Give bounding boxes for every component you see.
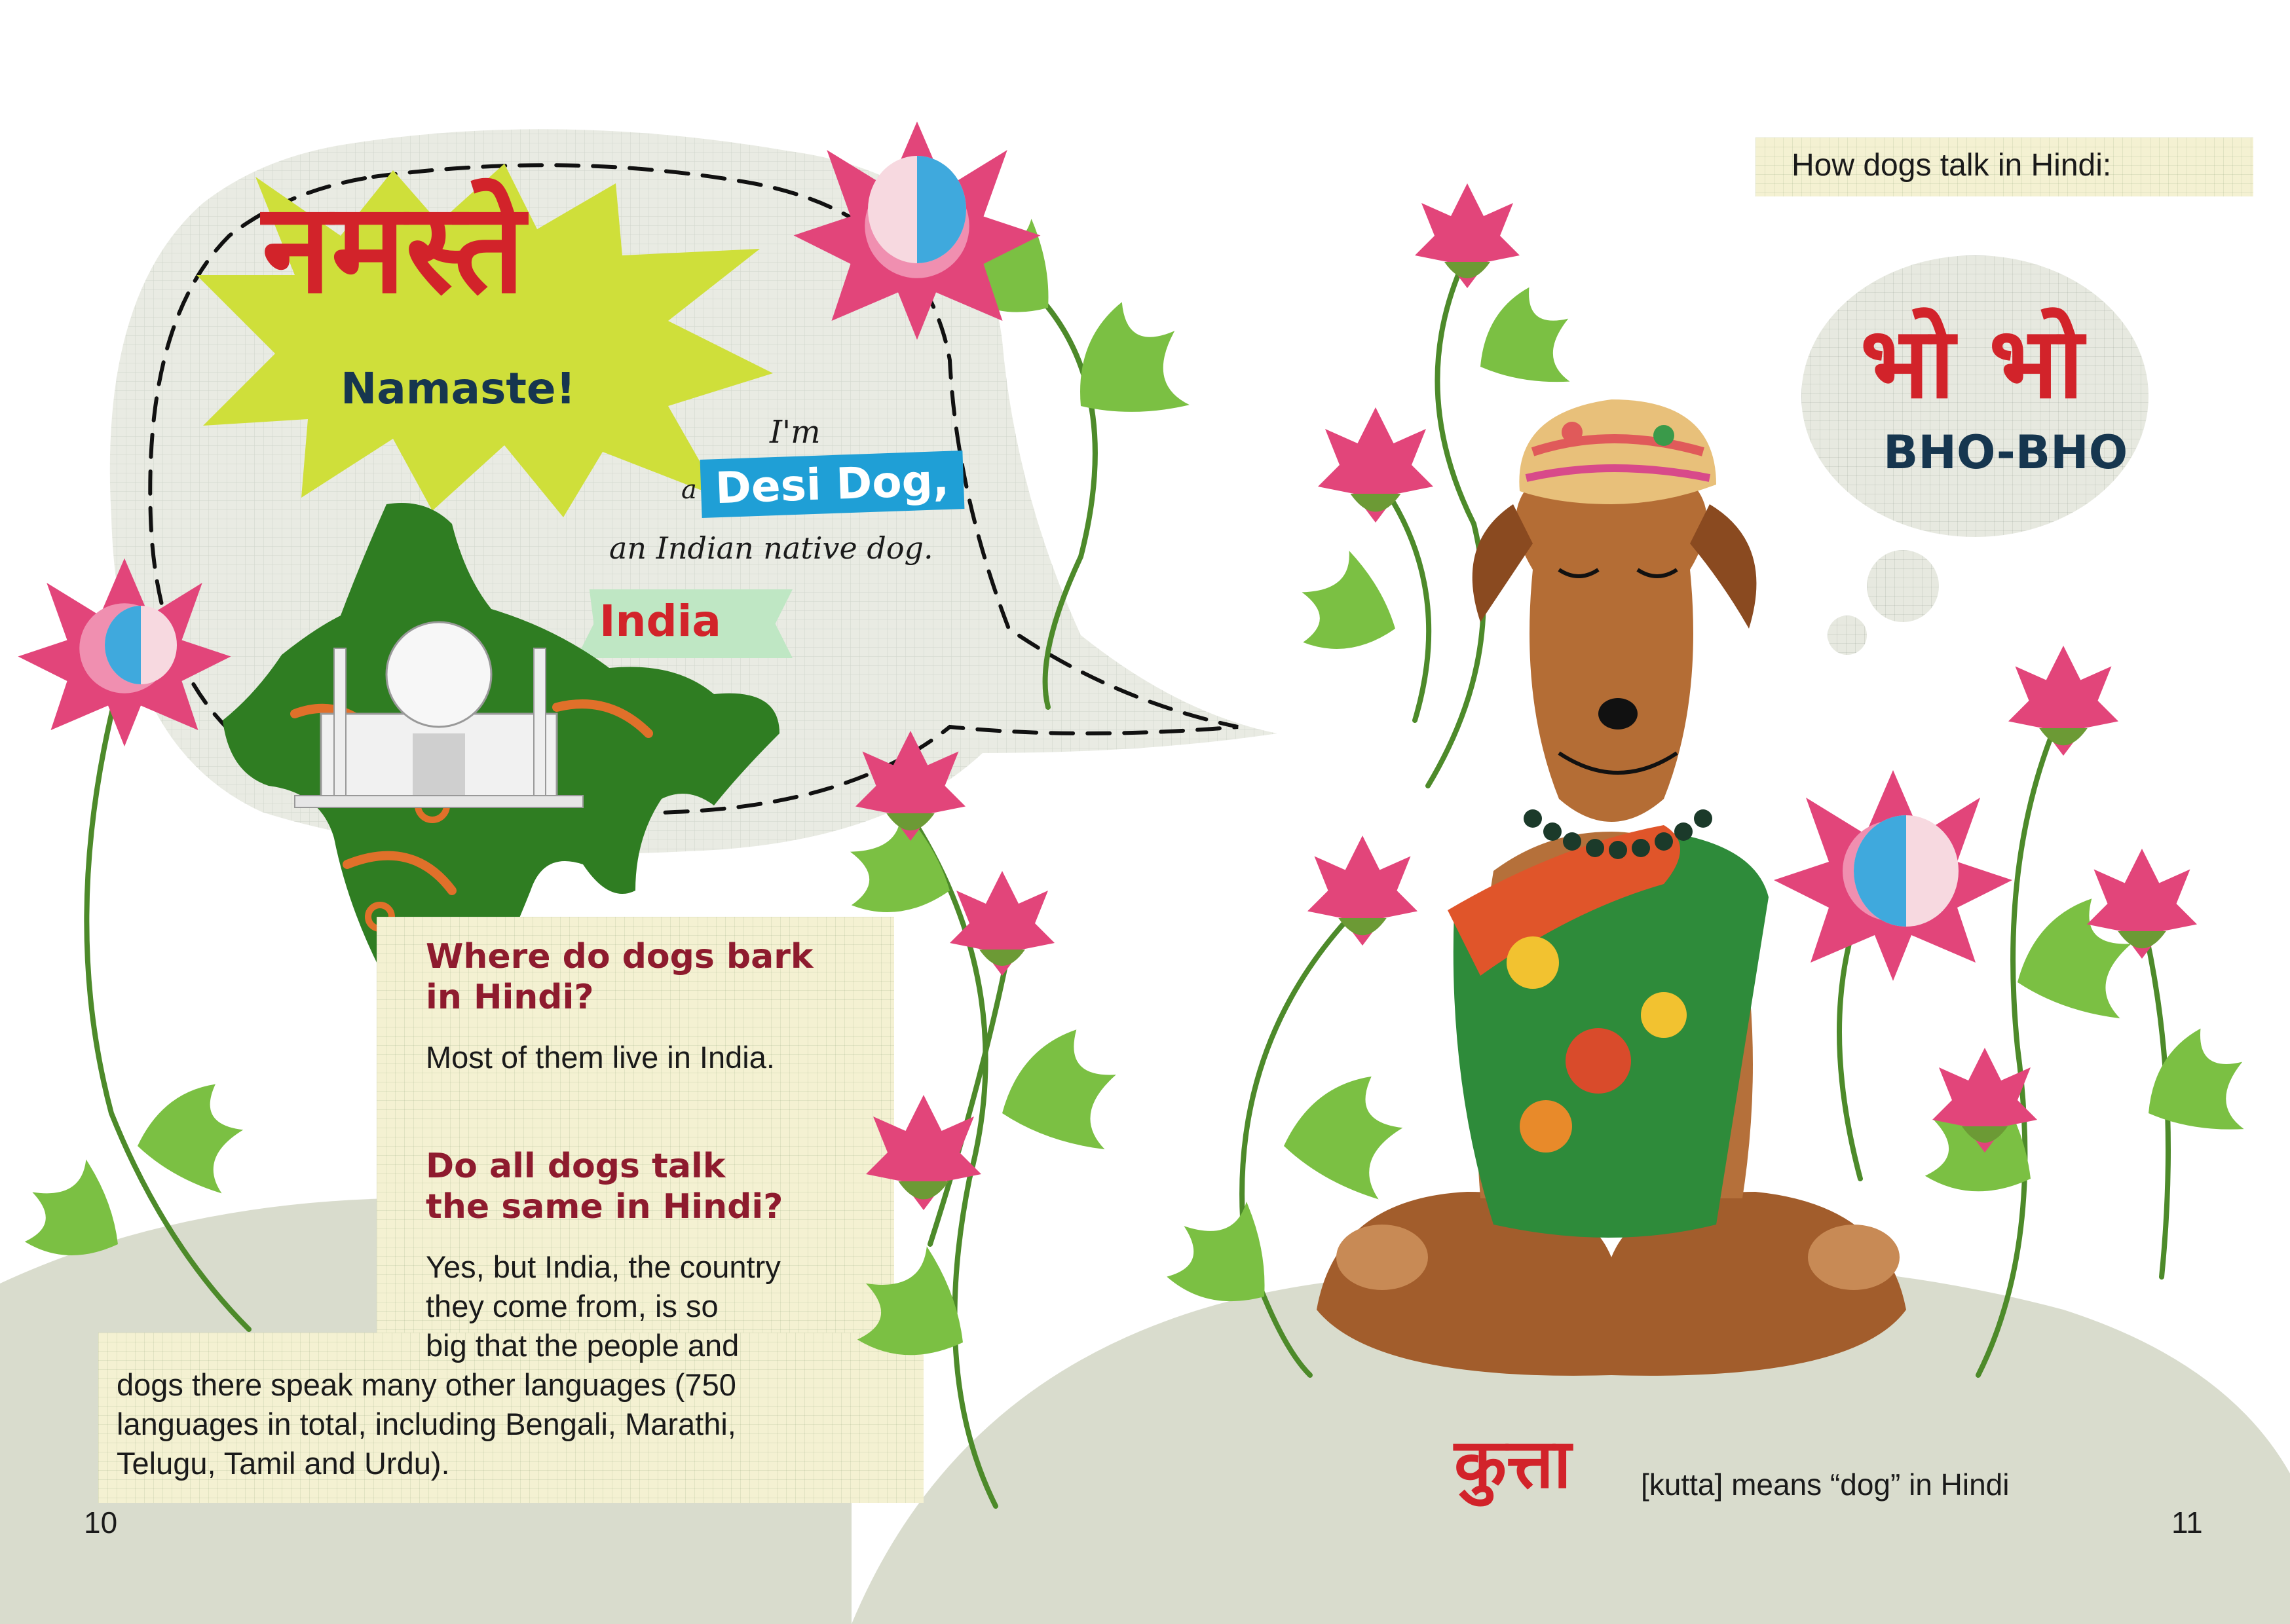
answer-2-line3: big that the people and <box>426 1328 740 1363</box>
answer-2-line2: they come from, is so <box>426 1289 719 1323</box>
intro-a: a <box>681 475 697 505</box>
meditating-dog-illustration <box>1297 373 1939 1421</box>
answer-2-line4: dogs there speak many other languages (750 <box>117 1367 736 1402</box>
desi-dog-text: Desi Dog, <box>714 454 950 514</box>
turban-icon <box>1519 399 1716 504</box>
namaste-hindi: नमस्ते <box>262 176 525 321</box>
right-page-header: How dogs talk in Hindi: <box>1792 148 2112 183</box>
answer-2-line6: Telugu, Tamil and Urdu). <box>117 1446 450 1481</box>
question-1-line2: in Hindi? <box>426 978 594 1017</box>
page-number-left: 10 <box>84 1505 118 1540</box>
bho-bho-latin: BHO-BHO <box>1883 426 2128 479</box>
page-number-right: 11 <box>2171 1505 2203 1540</box>
kutta-meaning: [kutta] means “dog” in Hindi <box>1641 1467 2010 1502</box>
intro-im: I'm <box>770 414 821 451</box>
answer-2-line1: Yes, but India, the country <box>426 1249 781 1284</box>
namaste-latin: Namaste! <box>341 363 576 414</box>
question-1-line1: Where do dogs bark <box>426 937 814 976</box>
india-text: India <box>599 596 721 646</box>
bho-bho-hindi: भो भो <box>1860 306 2084 420</box>
question-2-line2: the same in Hindi? <box>426 1187 783 1227</box>
kutta-hindi: कुत्ता <box>1454 1424 1571 1504</box>
intro-native: an Indian native dog. <box>609 530 933 566</box>
question-2-line1: Do all dogs talk <box>426 1147 726 1186</box>
answer-2-line5: languages in total, including Bengali, Marathi, <box>117 1407 736 1441</box>
answer-1: Most of them live in India. <box>426 1040 775 1075</box>
